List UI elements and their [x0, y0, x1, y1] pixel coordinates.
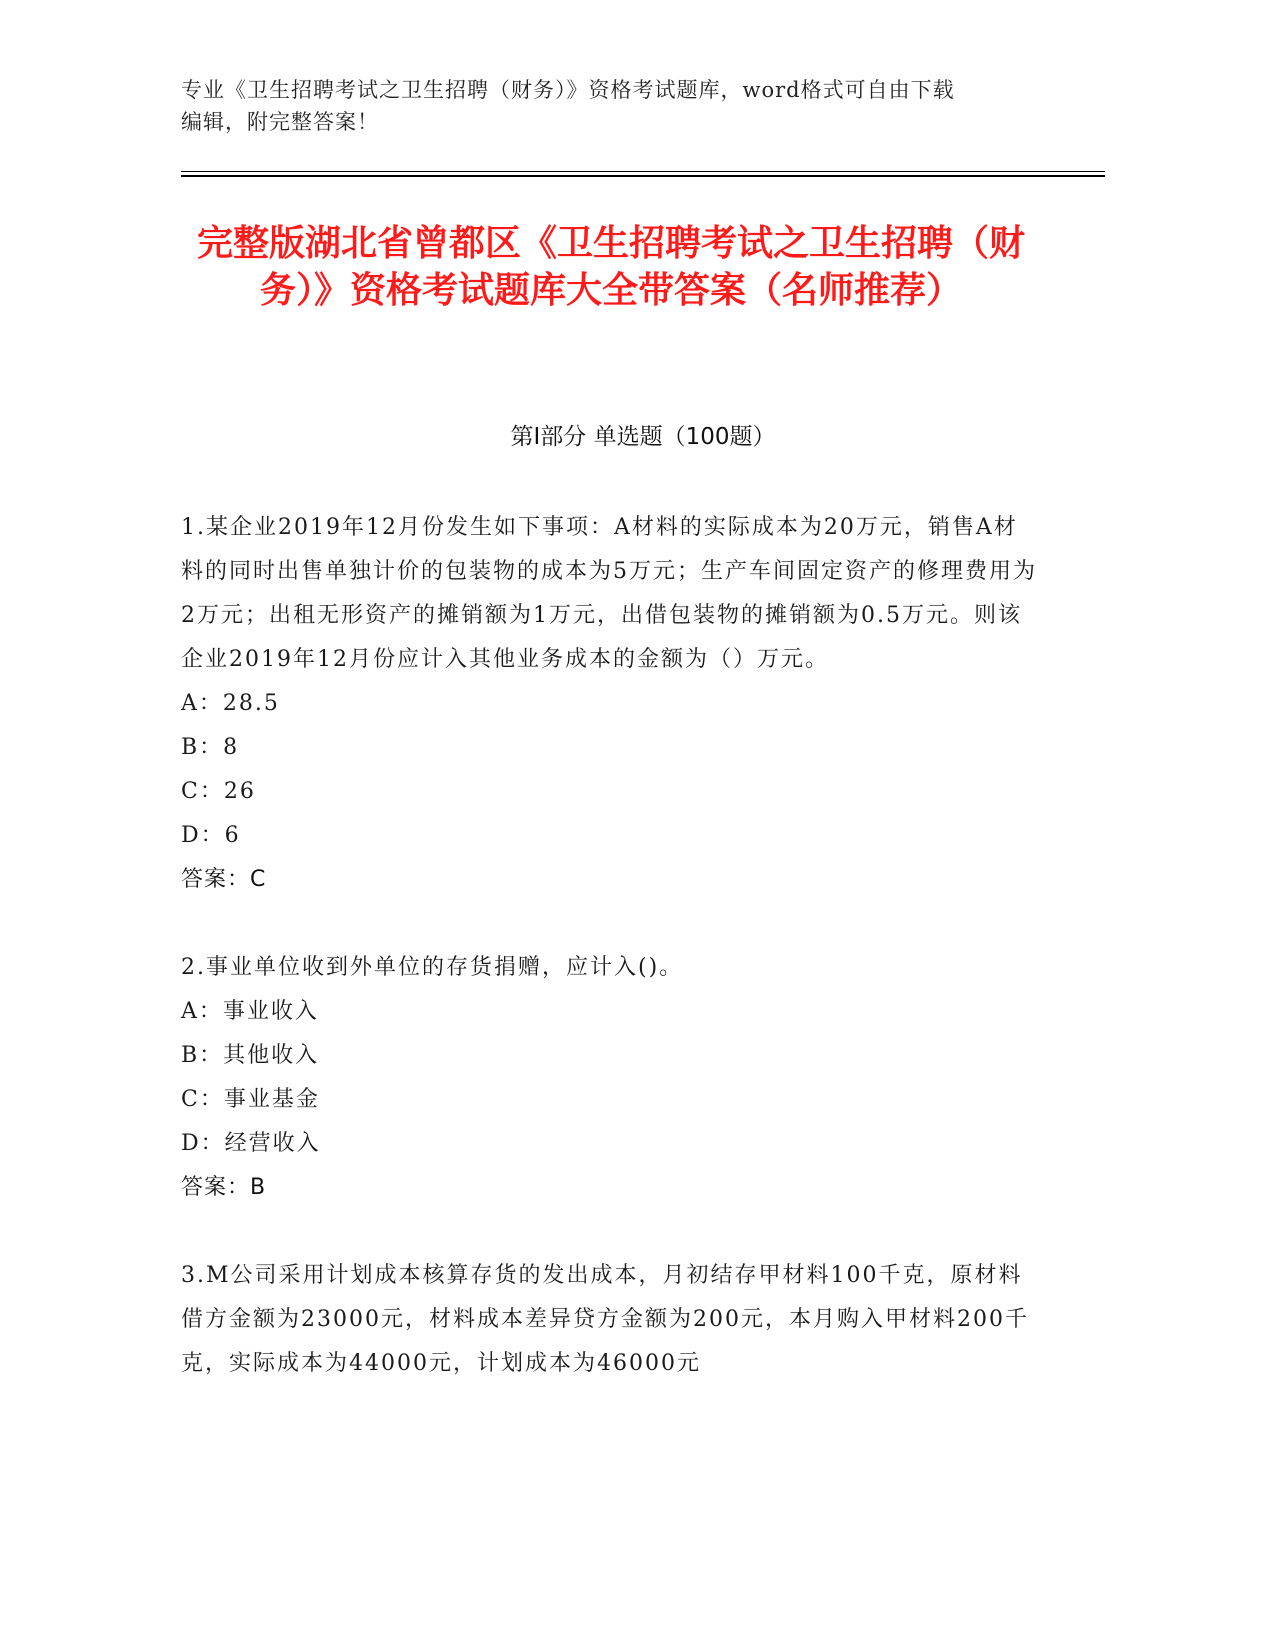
- question-stem: 2.事业单位收到外单位的存货捐赠，应计入()。: [181, 955, 684, 980]
- header-divider-thick: [181, 175, 1105, 177]
- option-c: C：事业基金: [181, 1087, 320, 1112]
- option-a: A：28.5: [181, 691, 280, 716]
- question-2: [181, 946, 1041, 1210]
- answer-line: 答案：C: [181, 867, 267, 892]
- option-list: [181, 682, 1041, 858]
- option-c: C：26: [181, 779, 256, 804]
- question-stem: 1.某企业2019年12月份发生如下事项：A材料的实际成本为20万元，销售A材料的同时出售单独计价的包装物的成本为5万元；生产车间固定资产的修理费用为2万元；出租无形资产的摊销额为1万元，出借包装物的摊销额为0.5万元。则该企业2019年12月份应计入其他业务成本的金额为（）万元。: [181, 515, 1037, 672]
- question-list: [181, 506, 1041, 1430]
- option-list: [181, 990, 1041, 1166]
- option-a: A：事业收入: [181, 999, 319, 1024]
- option-b: B：其他收入: [181, 1043, 320, 1068]
- header-note: [181, 74, 1081, 138]
- document-title: 完整版湖北省曾都区《卫生招聘考试之卫生招聘（财务）》资格考试题库大全带答案（名师推荐）: [196, 223, 1025, 311]
- question-3: [181, 1254, 1041, 1386]
- option-b: B：8: [181, 735, 240, 760]
- answer-line: 答案：B: [181, 1175, 267, 1200]
- option-d: D：经营收入: [181, 1131, 321, 1156]
- question-1: [181, 506, 1041, 902]
- header-note-line-2: 编辑，附完整答案！: [181, 110, 379, 134]
- header-note-line-1: 专业《卫生招聘考试之卫生招聘（财务）》资格考试题库，word格式可自由下载: [181, 78, 955, 102]
- question-stem: 3.M公司采用计划成本核算存货的发出成本，月初结存甲材料100千克，原材料借方金额为23000元，材料成本差异贷方金额为200元，本月购入甲材料200千克，实际成本为44000元，计划成本为46000元: [181, 1263, 1029, 1376]
- option-d: D：6: [181, 823, 241, 848]
- header-divider-thin: [181, 171, 1105, 172]
- section-heading: 第Ⅰ部分 单选题（100题）: [510, 424, 776, 450]
